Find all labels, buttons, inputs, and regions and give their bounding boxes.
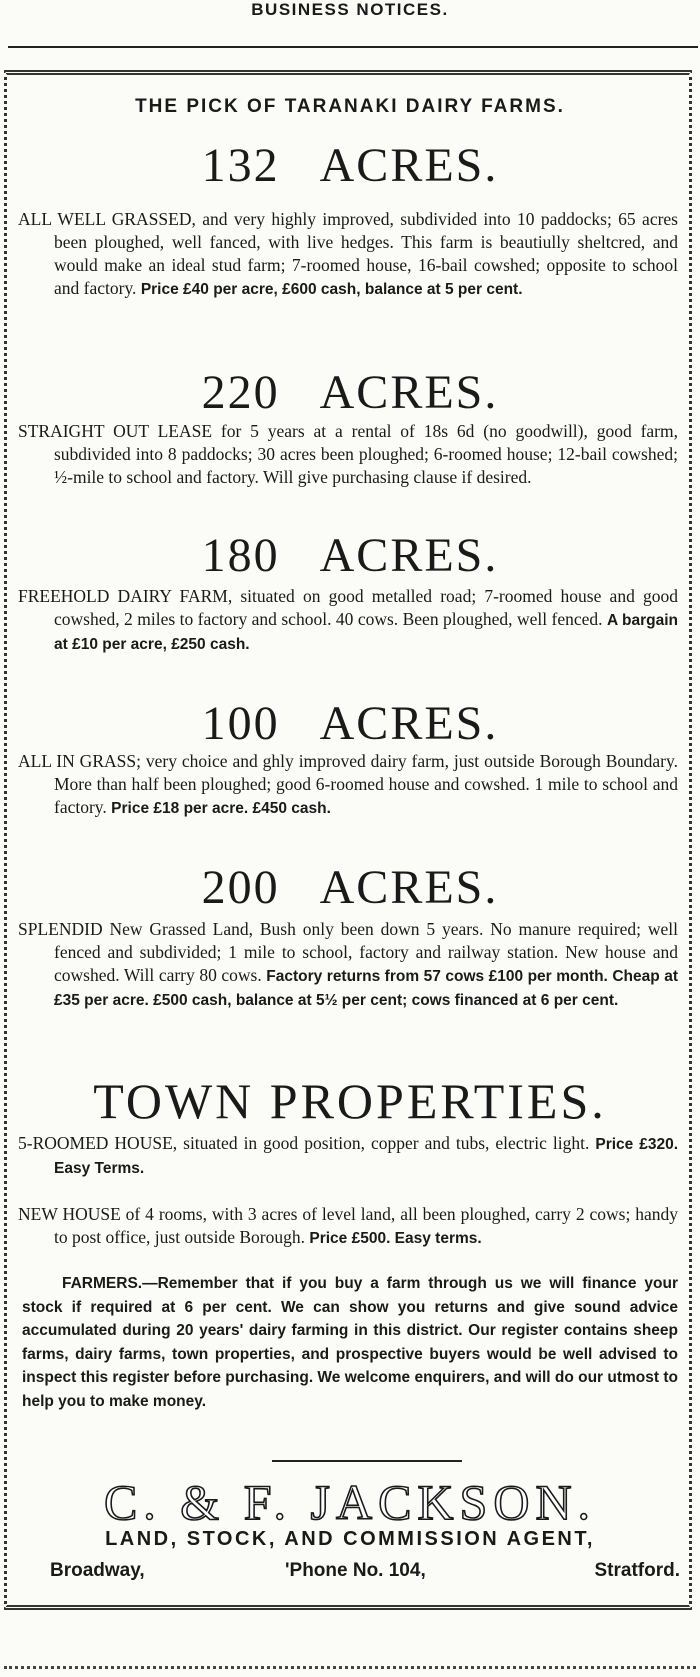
acreage-unit: ACRES. [319,529,499,582]
listing-100-acres [18,750,678,820]
listing-price: Factory returns from 57 cows £100 per month. Cheap at £35 per acre. £500 cash, balance at 5½ per cent; cows financed at 6 per cent. [54,968,678,1009]
acreage-unit: ACRES. [319,366,499,419]
section-header: BUSINESS NOTICES. [251,0,449,19]
listing-200-acres [18,918,678,1012]
listing-price: A bargain at £10 per acre, £250 cash. [54,612,678,653]
acreage-number: 100 [201,697,280,750]
listing-180-acres [18,585,678,656]
farmers-notice-text: FARMERS.—Remember that if you buy a farm through us we will finance your stock if required at 6 per cent. We can show you returns and give sound advice accumulated during 20 years' dairy farming in this district. Our register contains sheep farms, dairy farms, town properties, and prospective buyers would be well advised to inspect this register before purchasing. We welcome enquirers, and will do our utmost to help you to make money. [22,1275,678,1410]
listing-220-acres [18,420,678,489]
listing-text: ALL WELL GRASSED, and very highly improved, subdivided into 10 paddocks; 65 acres been ploughed, well fanced, with live hedges. This farm is beautiully sheltcred, and would make an ideal stud farm; 7-roomed house, 16-bail cowshed; opposite to school and factory. [18,209,678,298]
acreage-unit: ACRES. [319,861,499,914]
acreage-number: 220 [201,366,280,419]
acreage-heading-200 [0,862,700,914]
acreage-heading-132 [0,140,700,192]
acreage-heading-100 [0,698,700,750]
listing-text: 5-ROOMED HOUSE, situated in good position, copper and tubs, electric light. [18,1133,590,1153]
listing-price: Price £18 per acre. £450 cash. [111,800,331,817]
acreage-unit: ACRES. [319,139,499,192]
town-properties-heading: TOWN PROPERTIES. [93,1073,607,1129]
firm-name: C. & F. JACKSON. [103,1474,597,1530]
signature-rule [272,1460,462,1462]
acreage-number: 180 [201,529,280,582]
firm-phone: 'Phone No. 104, [285,1560,426,1581]
firm-address: Broadway, [50,1560,145,1581]
listing-text: NEW HOUSE of 4 rooms, with 3 acres of level land, all been ploughed, carry 2 cows; handy to post office, just outside Borough. [18,1204,678,1247]
acreage-unit: ACRES. [319,697,499,750]
town-listing-new-house [18,1203,678,1250]
acreage-number: 200 [201,861,280,914]
listing-text: SPLENDID New Grassed Land, Bush only been down 5 years. No manure required; well fenced and subdivided; 1 mile to school, factory and railway station. New house and cowshed. Will carry 80 cows. [18,919,678,985]
listing-text: STRAIGHT OUT LEASE for 5 years at a rental of 18s 6d (no goodwill), good farm, subdivided into 8 paddocks; 30 acres been ploughed; 6-roomed house; 12-bail cowshed; ½-mile to school and factory. Will give purchasing clause if desired. [18,421,678,487]
firm-town: Stratford. [594,1560,680,1581]
listing-price: Price £40 per acre, £600 cash, balance at 5 per cent. [140,281,523,298]
contact-row [50,1560,680,1586]
listing-text: FREEHOLD DAIRY FARM, situated on good metalled road; 7-roomed house and good cowshed, 2 miles to factory and school. 40 cows. Been ploughed, well fenced. [18,586,678,629]
listing-text: ALL IN GRASS; very choice and ghly improved dairy farm, just outside Borough Boundary. More than half been ploughed; good 6-roomed house and cowshed. 1 mile to school and factory. [18,751,678,817]
listing-132-acres [18,208,678,301]
acreage-heading-180 [0,530,700,582]
acreage-heading-220 [0,367,700,419]
bottom-border-noise [4,1666,696,1669]
farmers-notice [22,1272,678,1413]
acreage-number: 132 [201,139,280,192]
agent-role: LAND, STOCK, AND COMMISSION AGENT, [105,1528,595,1550]
town-listing-5-roomed-house [18,1132,678,1180]
listing-price: Price £320. Easy Terms. [54,1136,679,1177]
advertisement-title: THE PICK OF TARANAKI DAIRY FARMS. [135,96,565,117]
header-rule [8,46,698,48]
listing-price: Price £500. Easy terms. [309,1230,482,1247]
